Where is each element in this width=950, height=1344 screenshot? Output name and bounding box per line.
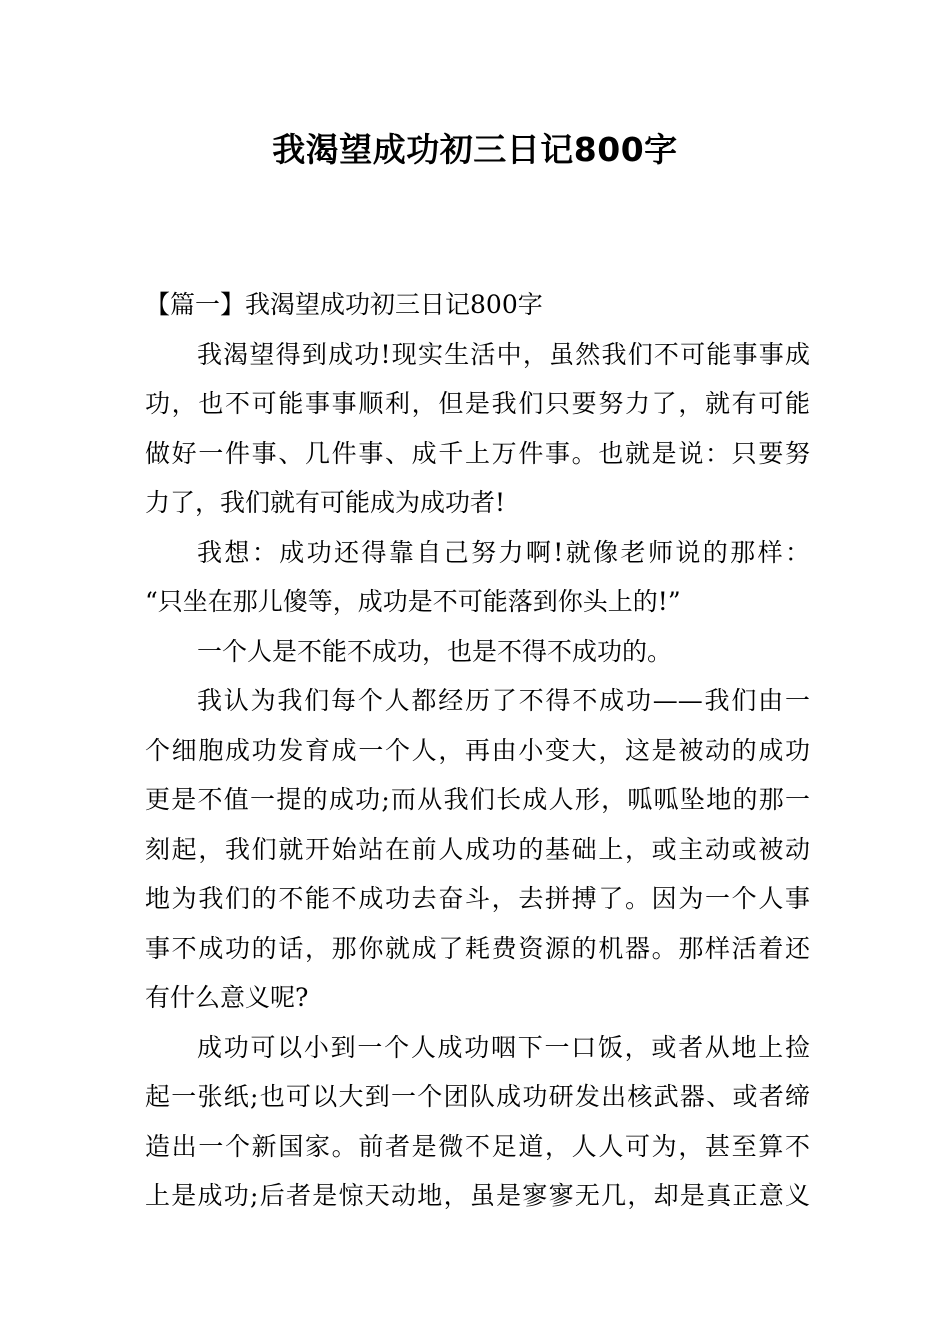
document-title: 我渴望成功初三日记800字 (272, 130, 678, 169)
body-line: 力了，我们就有可能成为成功者! (145, 488, 506, 517)
body-line: 地为我们的不能不成功去奋斗，去拼搏了。因为一个人事 (145, 884, 810, 913)
body-line: 成功可以小到一个人成功咽下一口饭，或者从地上捡 (197, 1032, 810, 1062)
body-line: “只坐在那儿傻等，成功是不可能落到你头上的!” (145, 587, 681, 616)
body-line: 上是成功;后者是惊天动地，虽是寥寥无几，却是真正意义 (145, 1181, 810, 1210)
body-line: 更是不值一提的成功;而从我们长成人形，呱呱坠地的那一 (145, 785, 810, 814)
body-line: 我认为我们每个人都经历了不得不成功——我们由一 (197, 686, 810, 715)
body-line: 我渴望得到成功!现实生活中，虽然我们不可能事事成 (197, 339, 810, 369)
body-line: 事不成功的话，那你就成了耗费资源的机器。那样活着还 (145, 933, 810, 963)
body-line: 做好一件事、几件事、成千上万件事。也就是说：只要努 (145, 438, 810, 468)
body-line: 功，也不可能事事顺利，但是我们只要努力了，就有可能 (145, 389, 810, 418)
body-line: 起一张纸;也可以大到一个团队成功研发出核武器、或者缔 (145, 1082, 810, 1111)
body-line: 个细胞成功发育成一个人，再由小变大，这是被动的成功 (145, 735, 810, 765)
body-line: 一个人是不能不成功，也是不得不成功的。 (197, 636, 673, 666)
body-line: 造出一个新国家。前者是微不足道，人人可为，甚至算不 (145, 1131, 810, 1161)
body-line: 我想：成功还得靠自己努力啊!就像老师说的那样： (197, 537, 810, 567)
document-body (145, 280, 810, 1221)
body-line: 刻起，我们就开始站在前人成功的基础上，或主动或被动 (145, 834, 810, 864)
body-line: 有什么意义呢? (145, 983, 309, 1012)
body-line: 【篇一】我渴望成功初三日记800字 (145, 290, 543, 319)
